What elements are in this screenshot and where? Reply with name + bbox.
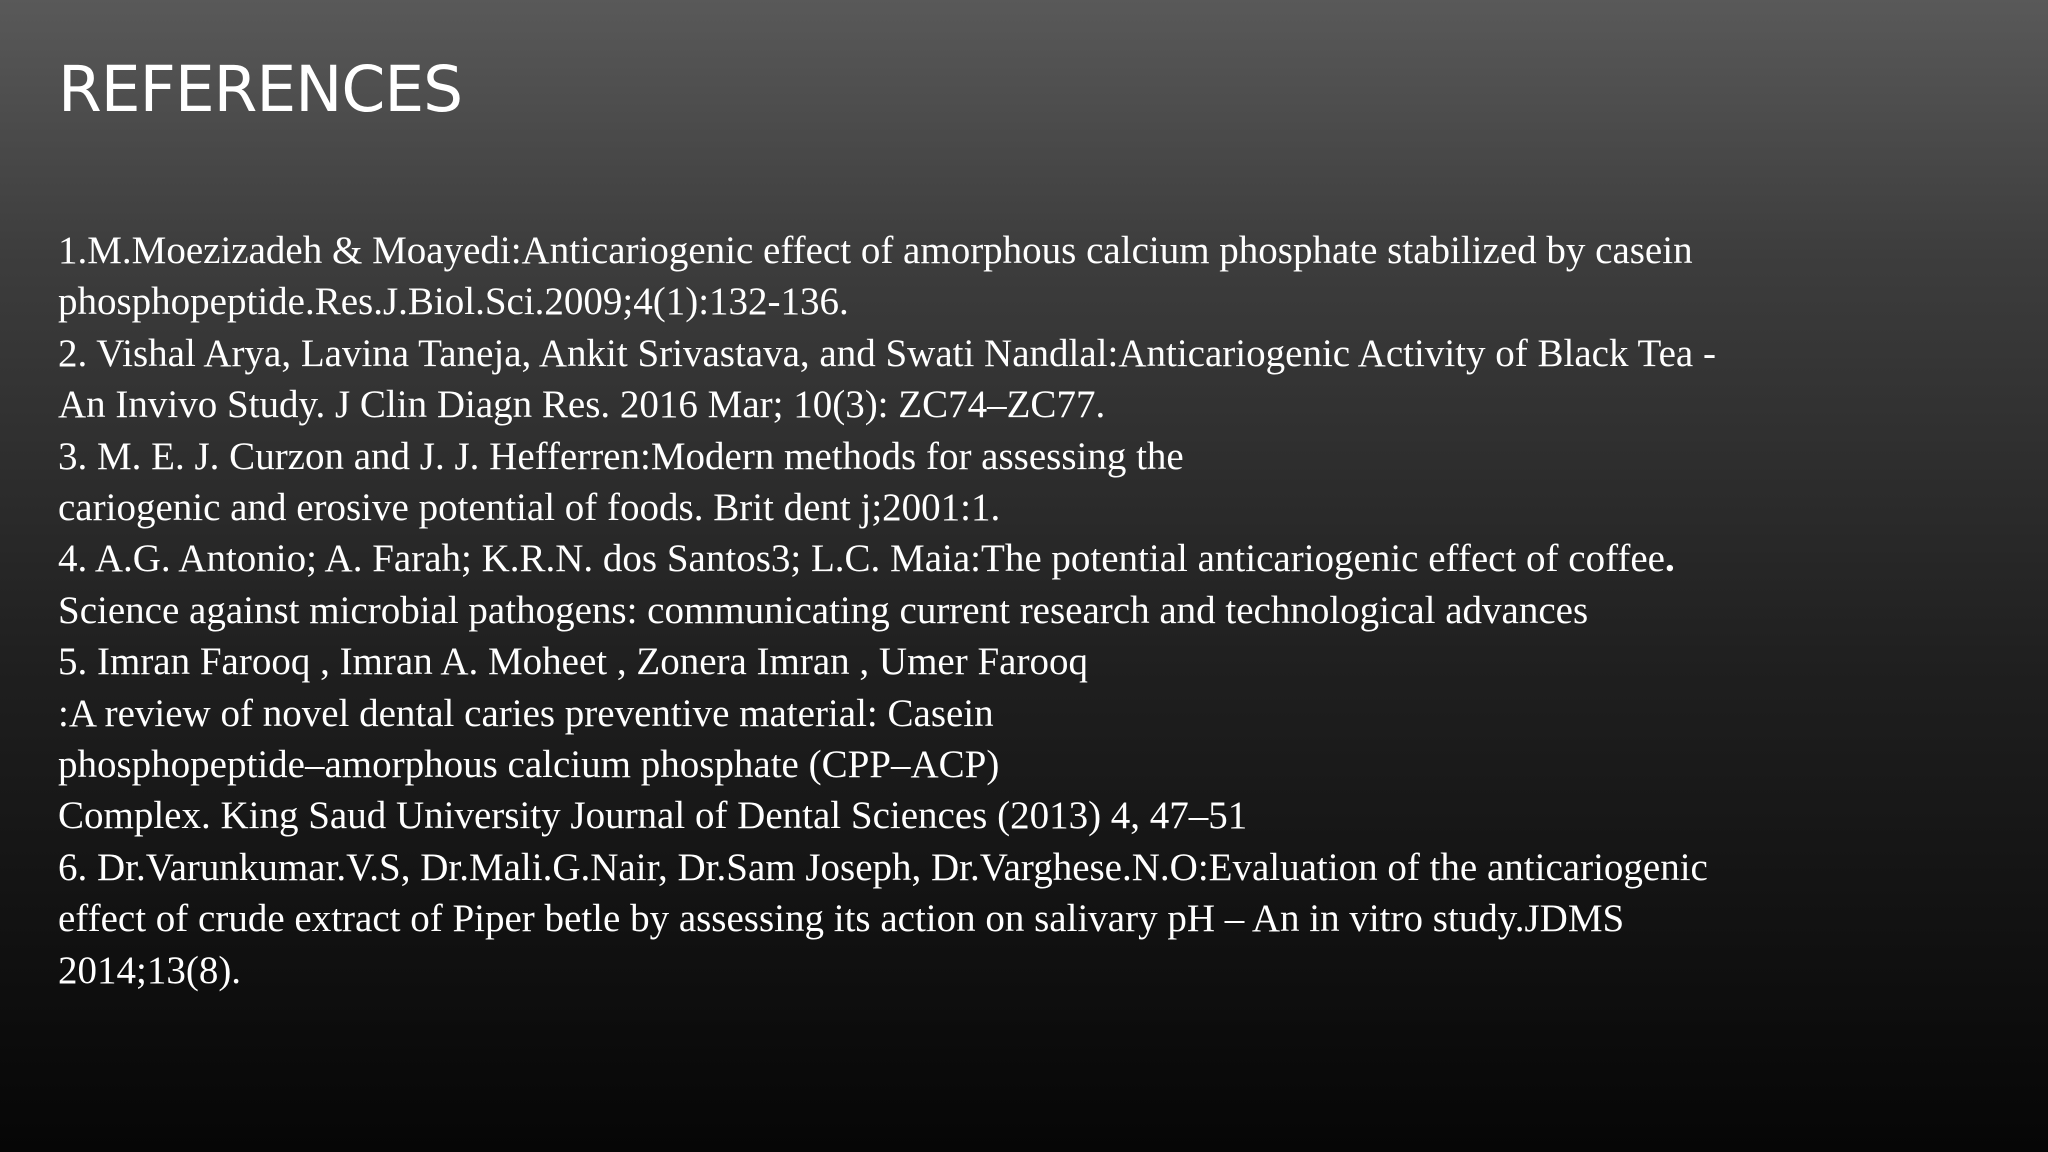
reference-line: cariogenic and erosive potential of foods. Brit dent j;2001:1. <box>58 486 1001 530</box>
reference-line: 6. Dr.Varunkumar.V.S, Dr.Mali.G.Nair, Dr.Sam Joseph, Dr.Varghese.N.O:Evaluation of the anticariogenic <box>58 845 1708 889</box>
reference-line: An Invivo Study. J Clin Diagn Res. 2016 Mar; 10(3): ZC74–ZC77. <box>58 383 1106 427</box>
reference-line: Science against microbial pathogens: communicating current research and technological advances <box>58 588 1589 632</box>
slide-title: REFERENCES <box>58 53 463 126</box>
reference-item-1 <box>58 225 1998 328</box>
reference-line: 1.M.Moezizadeh & Moayedi:Anticariogenic effect of amorphous calcium phosphate stabilized by casein <box>58 229 1693 272</box>
reference-item-2 <box>58 328 1998 431</box>
reference-line: :A review of novel dental caries preventive material: Casein <box>58 691 994 735</box>
reference-line: 2. Vishal Arya, Lavina Taneja, Ankit Srivastava, and Swati Nandlal:Anticariogenic Activity of Black Tea - <box>58 331 1716 375</box>
reference-line: phosphopeptide–amorphous calcium phosphate (CPP–ACP) <box>58 743 1000 787</box>
reference-line: effect of crude extract of Piper betle by assessing its action on salivary pH – An in vitro study.JDMS <box>58 897 1625 941</box>
reference-line-text: 4. A.G. Antonio; A. Farah; K.R.N. dos Santos3; L.C. Maia:The potential anticariogenic effect of coffee <box>58 537 1665 581</box>
reference-item-3 <box>58 431 1998 534</box>
reference-item-4 <box>58 533 1998 636</box>
reference-line: phosphopeptide.Res.J.Biol.Sci.2009;4(1):132-136. <box>58 280 849 324</box>
reference-line: 3. M. E. J. Curzon and J. J. Hefferren:Modern methods for assessing the <box>58 434 1184 478</box>
references-list <box>58 225 1998 996</box>
reference-line: 5. Imran Farooq , Imran A. Moheet , Zonera Imran , Umer Farooq <box>58 640 1088 684</box>
bold-period: . <box>1664 537 1675 581</box>
reference-line-with-bold-end <box>58 533 1998 584</box>
reference-line: 2014;13(8). <box>58 948 242 992</box>
reference-item-6 <box>58 842 1998 996</box>
reference-line: Complex. King Saud University Journal of Dental Sciences (2013) 4, 47–51 <box>58 794 1248 838</box>
reference-item-5 <box>58 636 1998 842</box>
